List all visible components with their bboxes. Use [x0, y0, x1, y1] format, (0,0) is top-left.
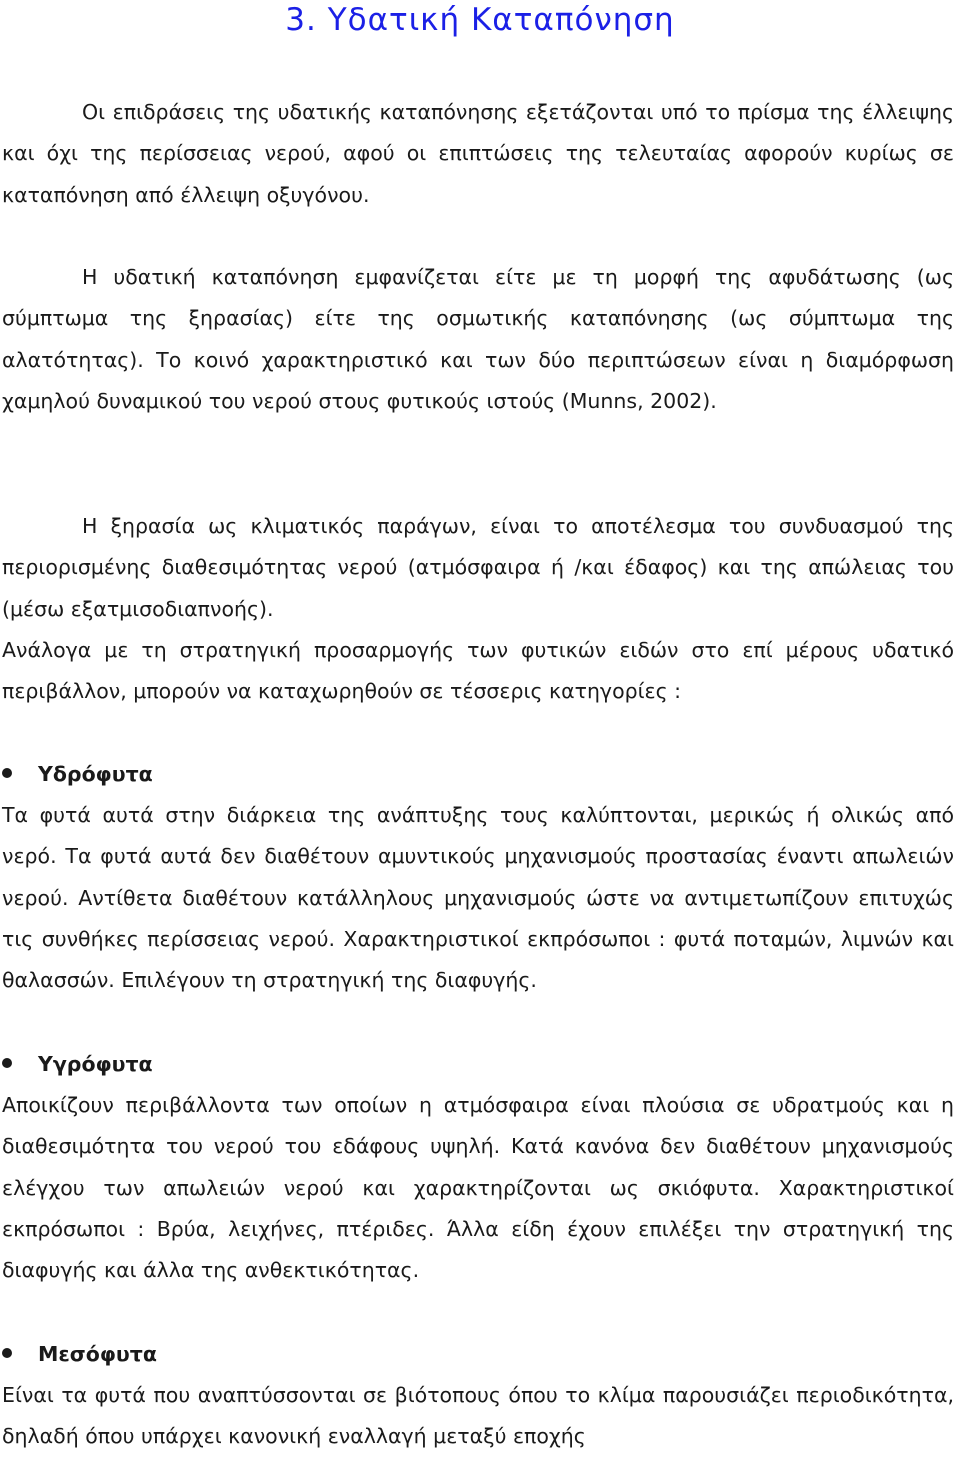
- category-heading-hygrophytes: [0, 1044, 153, 1085]
- intro-paragraph: Οι επιδράσεις της υδατικής καταπόνησης εξετάζονται υπό το πρίσμα της έλλειψης και όχι της περίσσειας νερού, αφού οι επιπτώσεις της τελευταίας αφορούν κυρίως σε καταπόνηση από έλλειψη οξυγόνου.: [2, 100, 954, 207]
- category-heading-mesophytes: [0, 1334, 157, 1375]
- category-text-hydrophytes: Τα φυτά αυτά στην διάρκεια της ανάπτυξης τους καλύπτονται, μερικώς ή ολικώς από νερό. Τα φυτά αυτά δεν διαθέτουν αμυντικούς μηχανισμούς προστασίας έναντι απωλειών νερού. Αντίθετα διαθέτουν κατάλληλους μηχανισμούς ώστε να αντιμετωπίζουν επιτυχώς τις συνθήκες περίσσειας νερού. Χαρακτηριστικοί εκπρόσωποι : φυτά ποταμών, λιμνών και θαλασσών. Επιλέγουν τη στρατηγική της διαφυγής.: [2, 803, 954, 993]
- section-title: 3. Υδατική Καταπόνηση: [285, 2, 675, 38]
- category-heading-label: Μεσόφυτα: [38, 1342, 157, 1366]
- bullet-icon: [2, 1058, 12, 1068]
- category-heading-label: Υδρόφυτα: [38, 762, 153, 786]
- stress-forms-paragraph: Η υδατική καταπόνηση εμφανίζεται είτε με τη μορφή της αφυδάτωσης (ως σύμπτωμα της ξηρασίας) είτε της οσμωτικής καταπόνησης (ως σύμπτωμα της αλατότητας). Το κοινό χαρακτηριστικό και των δύο περιπτώσεων είναι η διαμόρφωση χαμηλού δυναμικού του νερού στους φυτικούς ιστούς (Munns, 2002).: [2, 265, 954, 413]
- category-text-mesophytes: Είναι τα φυτά που αναπτύσσονται σε βιότοπους όπου το κλίμα παρουσιάζει περιοδικότητα, δηλαδή όπου υπάρχει κανονική εναλλαγή μεταξύ εποχής: [2, 1383, 954, 1449]
- category-text-hygrophytes: Αποικίζουν περιβάλλοντα των οποίων η ατμόσφαιρα είναι πλούσια σε υδρατμούς και η διαθεσιμότητα του νερού του εδάφους υψηλή. Κατά κανόνα δεν διαθέτουν μηχανισμούς ελέγχου των απωλειών νερού και χαρακτηρίζονται ως σκιόφυτα. Χαρακτηριστικοί εκπρόσωποι : Βρύα, λειχήνες, πτέριδες. Άλλα είδη έχουν επιλέξει την στρατηγική της διαφυγής και άλλα της ανθεκτικότητας.: [2, 1093, 954, 1283]
- bullet-icon: [2, 768, 12, 778]
- categories-intro-paragraph: Ανάλογα με τη στρατηγική προσαρμογής των φυτικών ειδών στο επί μέρους υδατικό περιβάλλον, μπορούν να καταχωρηθούν σε τέσσερις κατηγορίες :: [2, 638, 954, 704]
- bullet-icon: [2, 1348, 12, 1358]
- category-heading-label: Υγρόφυτα: [38, 1052, 153, 1076]
- drought-paragraph: Η ξηρασία ως κλιματικός παράγων, είναι το αποτέλεσμα του συνδυασμού της περιορισμένης διαθεσιμότητας νερού (ατμόσφαιρα ή /και έδαφος) και της απώλειας του (μέσω εξατμισοδιαπνοής).: [2, 514, 954, 621]
- category-heading-hydrophytes: [0, 754, 153, 795]
